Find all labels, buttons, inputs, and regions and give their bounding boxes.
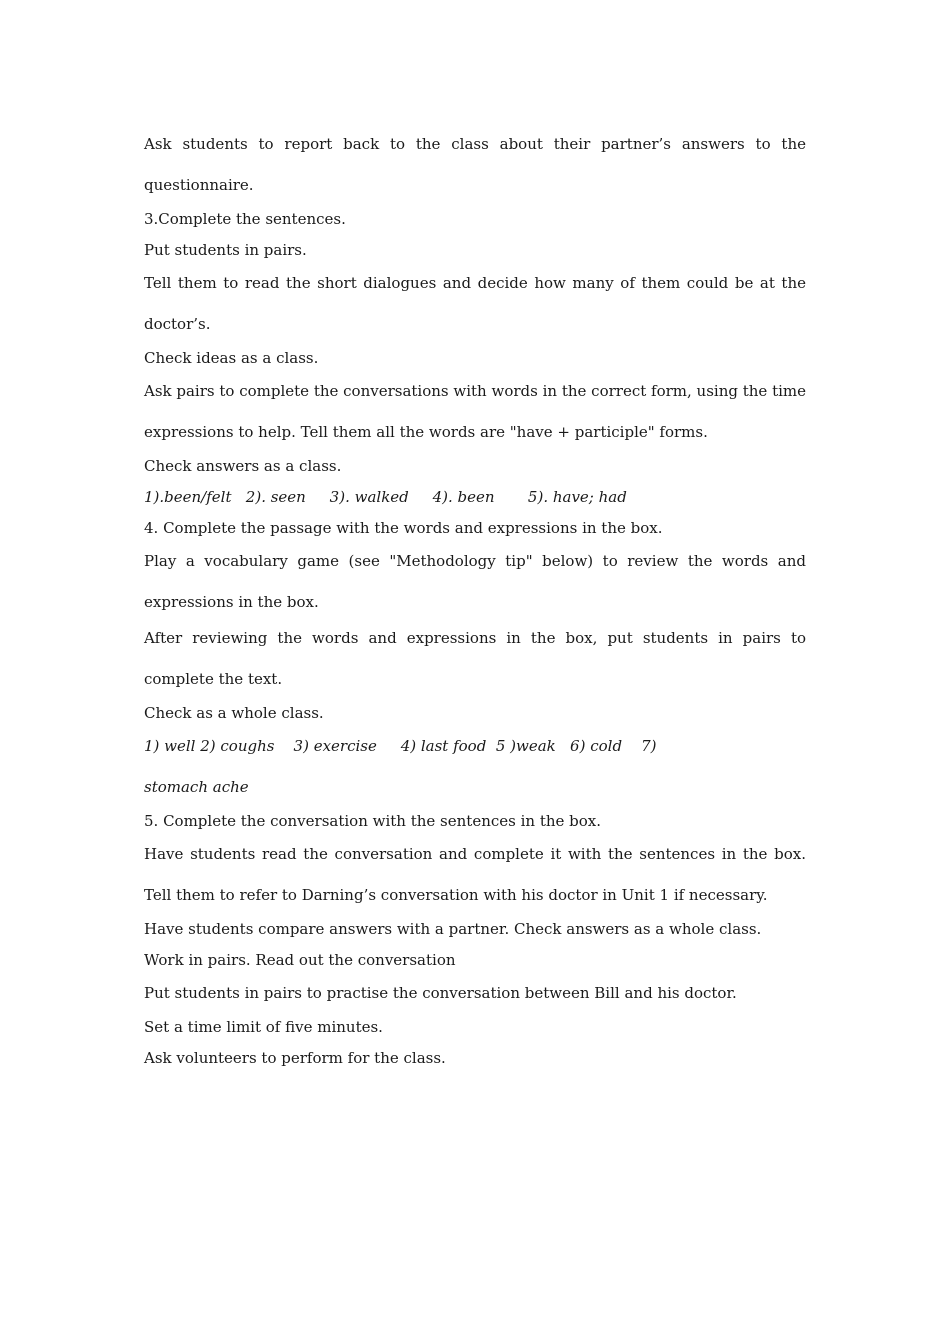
paragraph-compare-answers: Have students compare answers with a partner. Check answers as a whole class.	[144, 920, 762, 938]
answers-sentences: 1).been/felt 2). seen 3). walked 4). been 5). have; had	[144, 488, 627, 506]
heading-complete-passage: 4. Complete the passage with the words and expressions in the box.	[144, 519, 663, 537]
paragraph-report-back: Ask students to report back to the class about their partner’s answers to the questionnaire.	[144, 135, 806, 194]
answers-passage-line-1: 1) well 2) coughs 3) exercise 4) last food 5 )weak 6) cold 7)	[144, 737, 657, 755]
paragraph-ask-volunteers: Ask volunteers to perform for the class.	[144, 1049, 446, 1067]
paragraph-vocabulary-game: Play a vocabulary game (see "Methodology tip" below) to review the words and expressions in the box.	[144, 552, 806, 611]
paragraph-complete-conversations: Ask pairs to complete the conversations with words in the correct form, using the time expressions to help. Tell them all the words are "have + participle" forms.	[144, 382, 806, 441]
answers-passage-line-2: stomach ache	[144, 778, 249, 796]
paragraph-set-time-limit: Set a time limit of five minutes.	[144, 1018, 383, 1036]
heading-complete-conversation: 5. Complete the conversation with the sentences in the box.	[144, 812, 602, 830]
paragraph-read-dialogues: Tell them to read the short dialogues and decide how many of them could be at the doctor’s.	[144, 274, 806, 333]
heading-complete-sentences: 3.Complete the sentences.	[144, 210, 346, 228]
paragraph-after-reviewing: After reviewing the words and expressions in the box, put students in pairs to complete the text.	[144, 629, 806, 688]
document-page	[144, 124, 806, 1076]
paragraph-practise-conversation: Put students in pairs to practise the conversation between Bill and his doctor.	[144, 984, 737, 1002]
paragraph-put-pairs: Put students in pairs.	[144, 241, 307, 259]
paragraph-read-conversation: Have students read the conversation and complete it with the sentences in the box. Tell them to refer to Darning’s conversation with his doctor in Unit 1 if necessary.	[144, 845, 806, 904]
paragraph-check-whole-class: Check as a whole class.	[144, 704, 324, 722]
heading-work-in-pairs: Work in pairs. Read out the conversation	[144, 951, 456, 969]
paragraph-check-ideas: Check ideas as a class.	[144, 349, 319, 367]
paragraph-check-answers: Check answers as a class.	[144, 457, 342, 475]
answers-passage	[144, 726, 806, 808]
